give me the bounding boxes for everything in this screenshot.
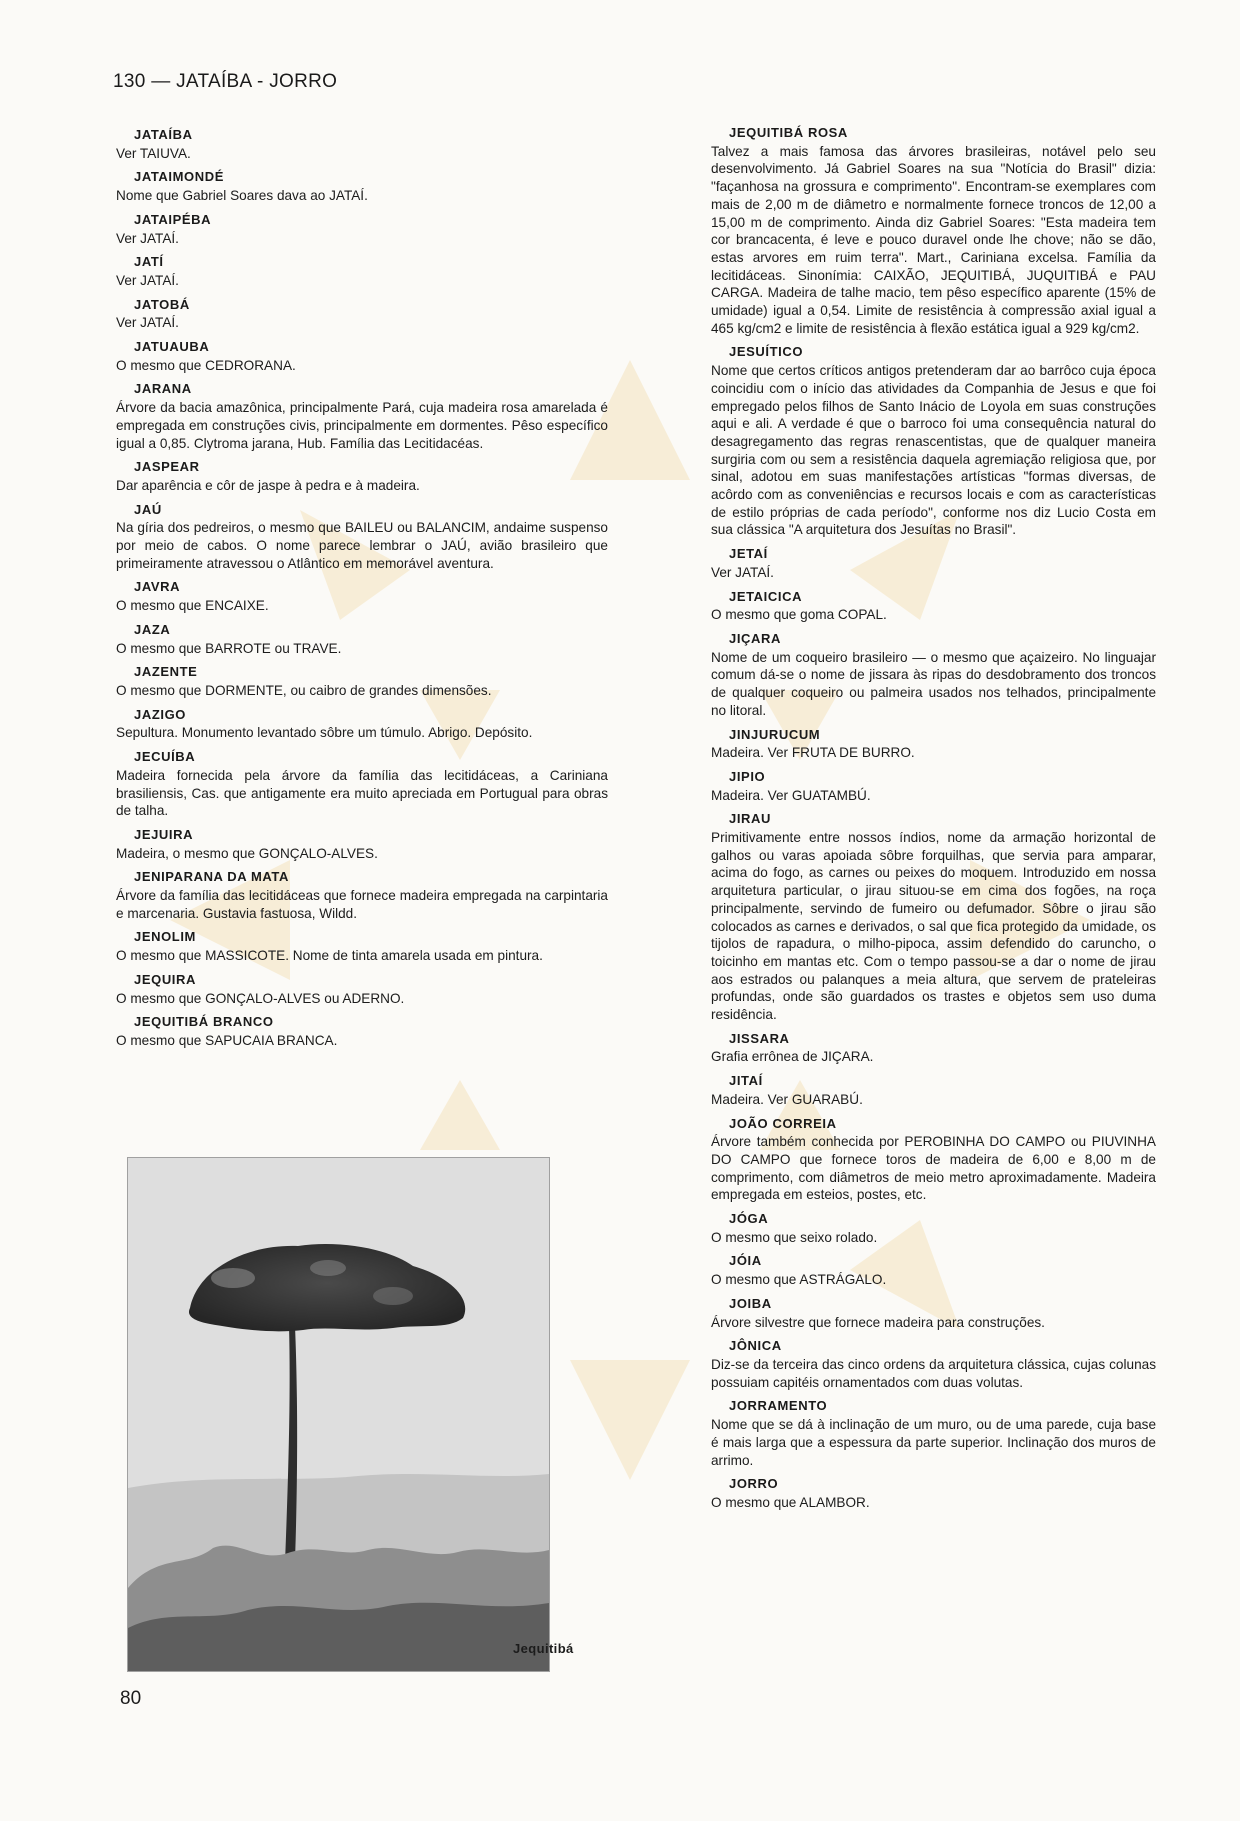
glossary-entry [711, 1252, 1156, 1288]
glossary-entry [116, 971, 608, 1007]
entry-term: JIRAU [729, 811, 772, 827]
entry-term: JECUÍBA [134, 749, 196, 765]
glossary-entry [711, 1295, 1156, 1331]
entry-definition: O mesmo que goma COPAL. [711, 607, 887, 623]
entry-term: JARANA [134, 381, 192, 397]
entry-term: JESUÍTICO [729, 344, 804, 360]
entry-term: JAÚ [134, 501, 162, 517]
entry-definition: Nome de um coqueiro brasileiro — o mesmo que açaizeiro. No linguajar comum dá-se o nome de jissara às ripas do desdobramento dos troncos de qualquer coqueiro ou palmeira usados nos telhados, principalmente no litoral. [711, 649, 1156, 718]
glossary-entry [711, 124, 1156, 337]
figure-caption: Jequitibá [513, 1641, 574, 1656]
entry-definition: O mesmo que seixo rolado. [711, 1229, 878, 1245]
entry-definition: O mesmo que ALAMBOR. [711, 1494, 870, 1510]
entry-definition: Madeira. Ver FRUTA DE BURRO. [711, 745, 915, 761]
glossary-entry [711, 1210, 1156, 1246]
glossary-entry [116, 578, 608, 614]
entry-definition: Ver JATAÍ. [711, 564, 774, 580]
glossary-entry [116, 253, 608, 289]
glossary-entry [711, 1475, 1156, 1511]
glossary-entry [711, 1072, 1156, 1108]
entry-definition: O mesmo que ASTRÁGALO. [711, 1272, 887, 1288]
glossary-entry [711, 1115, 1156, 1205]
entry-term: JAZENTE [134, 664, 198, 680]
header-dash: — [151, 71, 171, 92]
entry-definition: Primitivamente entre nossos índios, nome da armação horizontal de galhos ou varas apoiada sôbre forquilhas, que servia para amparar, acima do fogo, as carnes ou peixes do moquem. Introduzido em nossa arquitetura particular, o jirau situou-se em cima dos fogões, na roça principalmente, servindo de fumeiro ou defumador. Sôbre o jirau são colocados as carnes e derivados, o sal que fica protegido da umidade, os tijolos de rapadura, o milho-pipoca, assim defendido do caruncho, o toicinho em mantas etc. Com o tempo passou-se a dar o nome de jirau aos estrados ou palanques a meia altura, que servem de prateleiras profundas, onde são guardados os trastes e objetos sem uso duma residência. [711, 830, 1156, 1023]
glossary-entry [116, 1013, 608, 1049]
glossary-entry [116, 826, 608, 862]
entry-definition: Madeira. Ver GUATAMBÚ. [711, 787, 871, 803]
glossary-entry [116, 748, 608, 820]
entry-definition: Madeira fornecida pela árvore da família das lecitidáceas, a Cariniana brasiliensis, Cas. que antigamente era muito apreciada em Portugual para obras de talha. [116, 767, 608, 819]
entry-term: JORRAMENTO [729, 1398, 828, 1414]
entry-term: JENIPARANA DA MATA [134, 869, 289, 885]
header-page-number: 130 [113, 71, 146, 92]
entry-term: JOÃO CORREIA [729, 1115, 837, 1131]
glossary-entry [711, 588, 1156, 624]
entry-term: JENOLIM [134, 929, 196, 945]
glossary-entry [711, 343, 1156, 539]
entry-term: JAZIGO [134, 706, 186, 722]
glossary-entry [116, 706, 608, 742]
glossary-entry [711, 1397, 1156, 1469]
entry-definition: Nome que certos críticos antigos pretenderam dar ao barrôco cuja época coincidiu com o início das atividades da Companhia de Jesus e que foi empregado pelos filhos de Santo Inácio de Loyola em suas construções aqui e ali. A verdade é que o barroco foi uma consequência natural do desagregamento das regras renascentistas, que de qualquer maneira surgiria com ou sem a resistência daquela agremiação religiosa que, por sinal, adotou em suas manifestações artísticas "formas diversas, de acôrdo com as conveniências e recursos locais e com as características de estilo próprias de cada período", conforme nos diz Lucio Costa em sua clássica "A arquitetura dos Jesuítas no Brasil". [711, 363, 1156, 538]
entry-term: JITAÍ [729, 1073, 763, 1089]
entry-term: JATAIPÉBA [134, 211, 212, 227]
entry-definition: Sepultura. Monumento levantado sôbre um túmulo. Abrigo. Depósito. [116, 725, 533, 741]
entry-term: JORRO [729, 1476, 779, 1492]
entry-term: JAZA [134, 621, 171, 637]
entry-definition: O mesmo que GONÇALO-ALVES ou ADERNO. [116, 990, 405, 1006]
entry-definition: Nome que se dá à inclinação de um muro, ou de uma parede, cuja base é mais larga que a espessura da parte superior. Inclinação dos muros de arrimo. [711, 1417, 1156, 1468]
entry-definition: O mesmo que DORMENTE, ou caibro de grandes dimensões. [116, 682, 492, 698]
glossary-entry [116, 663, 608, 699]
running-header [113, 71, 337, 93]
entry-definition: O mesmo que SAPUCAIA BRANCA. [116, 1032, 338, 1048]
entry-term: JATUAUBA [134, 339, 210, 355]
entry-term: JINJURUCUM [729, 726, 821, 742]
glossary-entry [711, 810, 1156, 1023]
entry-term: JIPIO [729, 768, 766, 784]
entry-term: JETAICICA [729, 588, 803, 604]
entry-definition: Madeira, o mesmo que GONÇALO-ALVES. [116, 845, 378, 861]
entry-definition: Árvore também conhecida por PEROBINHA DO CAMPO ou PIUVINHA DO CAMPO que fornece toros de madeira de 6,00 e 8,00 m de comprimento, com diâmetros de meio metro aproximadamente. Madeira empregada em esteios, postes, etc. [711, 1134, 1156, 1203]
tree-illustration [128, 1158, 549, 1671]
entry-term: JÓGA [729, 1211, 769, 1227]
entry-definition: Talvez a mais famosa das árvores brasileiras, notável pelo seu desenvolvimento. Já Gabriel Soares na sua "Notícia do Brasil" dizia: "façanhosa na grossura e comprimento". Encontram-se exemplares com mais de 2,00 m de diâmetro e normalmente fornece troncos de 12,00 a 15,00 m de comprimento. Ainda diz Gabriel Soares: "Esta madeira tem cor brancacenta, é leve e pouco duravel onde lhe chove; não se dão, estas arvores em ruim terra". Mart., Cariniana excelsa. Família da lecitidáceas. Sinonímia: CAIXÃO, JEQUITIBÁ, JUQUITIBÁ e PAU CARGA. Madeira de talhe macio, tem pêso específico aparente (15% de umidade) igual a 0,54. Limite de resistência à compressão axial igual a 465 kg/cm2 e limite de resistência à flexão estática igual a 929 kg/cm2. [711, 143, 1156, 336]
entry-term: JEJUIRA [134, 826, 194, 842]
entry-term: JEQUIRA [134, 971, 196, 987]
entry-term: JETAÍ [729, 546, 768, 562]
entry-definition: Ver JATAÍ. [116, 315, 179, 331]
glossary-entry [711, 630, 1156, 720]
entry-definition: Árvore silvestre que fornece madeira para construções. [711, 1314, 1045, 1330]
header-title: JATAÍBA - JORRO [176, 71, 338, 92]
entry-definition: Diz-se da terceira das cinco ordens da arquitetura clássica, cujas colunas possuiam capitéis ornamentados com duas volutas. [711, 1357, 1156, 1390]
entry-term: JATÍ [134, 254, 164, 270]
entry-definition: Madeira. Ver GUARABÚ. [711, 1091, 863, 1107]
glossary-entry [116, 168, 608, 204]
entry-term: JÓIA [729, 1253, 762, 1269]
right-column [711, 124, 1156, 1518]
glossary-entry [711, 1030, 1156, 1066]
entry-definition: O mesmo que MASSICOTE. Nome de tinta amarela usada em pintura. [116, 948, 543, 964]
entry-definition: Ver JATAÍ. [116, 230, 179, 246]
glossary-entry [116, 338, 608, 374]
entry-definition: Na gíria dos pedreiros, o mesmo que BAILEU ou BALANCIM, andaime suspenso por meio de cabos. O nome parece lembrar o JAÚ, avião brasileiro que primeiramente atravessou o Atlântico em memorável aventura. [116, 520, 608, 571]
entry-term: JIÇARA [729, 630, 781, 646]
glossary-entry [116, 458, 608, 494]
entry-term: JISSARA [729, 1030, 790, 1046]
entry-term: JATOBÁ [134, 296, 190, 312]
entry-term: JATAÍBA [134, 127, 193, 142]
glossary-entry [711, 1337, 1156, 1391]
entry-term: JOIBA [729, 1295, 772, 1311]
glossary-entry [116, 621, 608, 657]
entry-term: JAVRA [134, 579, 181, 595]
glossary-entry [711, 545, 1156, 581]
glossary-entry [116, 296, 608, 332]
glossary-entry [116, 501, 608, 573]
entry-definition: O mesmo que ENCAIXE. [116, 598, 269, 614]
entry-definition: O mesmo que CEDRORANA. [116, 357, 296, 373]
entry-definition: Árvore da bacia amazônica, principalmente Pará, cuja madeira rosa amarelada é empregada em construções civis, principalmente em dormentes. Pêso específico igual a 0,85. Clytroma jarana, Hub. Família das Lecitidacéas. [116, 400, 608, 451]
entry-term: JASPEAR [134, 459, 200, 475]
entry-definition: Grafia errônea de JIÇARA. [711, 1049, 874, 1065]
glossary-entry [116, 380, 608, 452]
left-column [116, 126, 608, 1056]
entry-term: JATAIMONDÉ [134, 169, 225, 185]
entry-definition: Ver JATAÍ. [116, 272, 179, 288]
glossary-entry [116, 928, 608, 964]
glossary-entry [116, 211, 608, 247]
entry-definition: Ver TAIUVA. [116, 145, 191, 161]
entry-definition: O mesmo que BARROTE ou TRAVE. [116, 640, 342, 656]
glossary-entry [116, 126, 608, 162]
entry-definition: Árvore da família das lecitidáceas que fornece madeira empregada na carpintaria e marcenaria. Gustavia fastuosa, Wildd. [116, 888, 608, 921]
entry-definition: Nome que Gabriel Soares dava ao JATAÍ. [116, 188, 368, 204]
jequitiba-photo [127, 1157, 550, 1672]
glossary-entry [116, 868, 608, 922]
glossary-entry [711, 768, 1156, 804]
entry-term: JEQUITIBÁ BRANCO [134, 1014, 274, 1030]
glossary-entry [711, 726, 1156, 762]
page-folio: 80 [120, 1688, 142, 1709]
entry-term: JÔNICA [729, 1338, 782, 1354]
entry-definition: Dar aparência e côr de jaspe à pedra e à madeira. [116, 477, 420, 493]
entry-term: JEQUITIBÁ ROSA [729, 125, 848, 140]
